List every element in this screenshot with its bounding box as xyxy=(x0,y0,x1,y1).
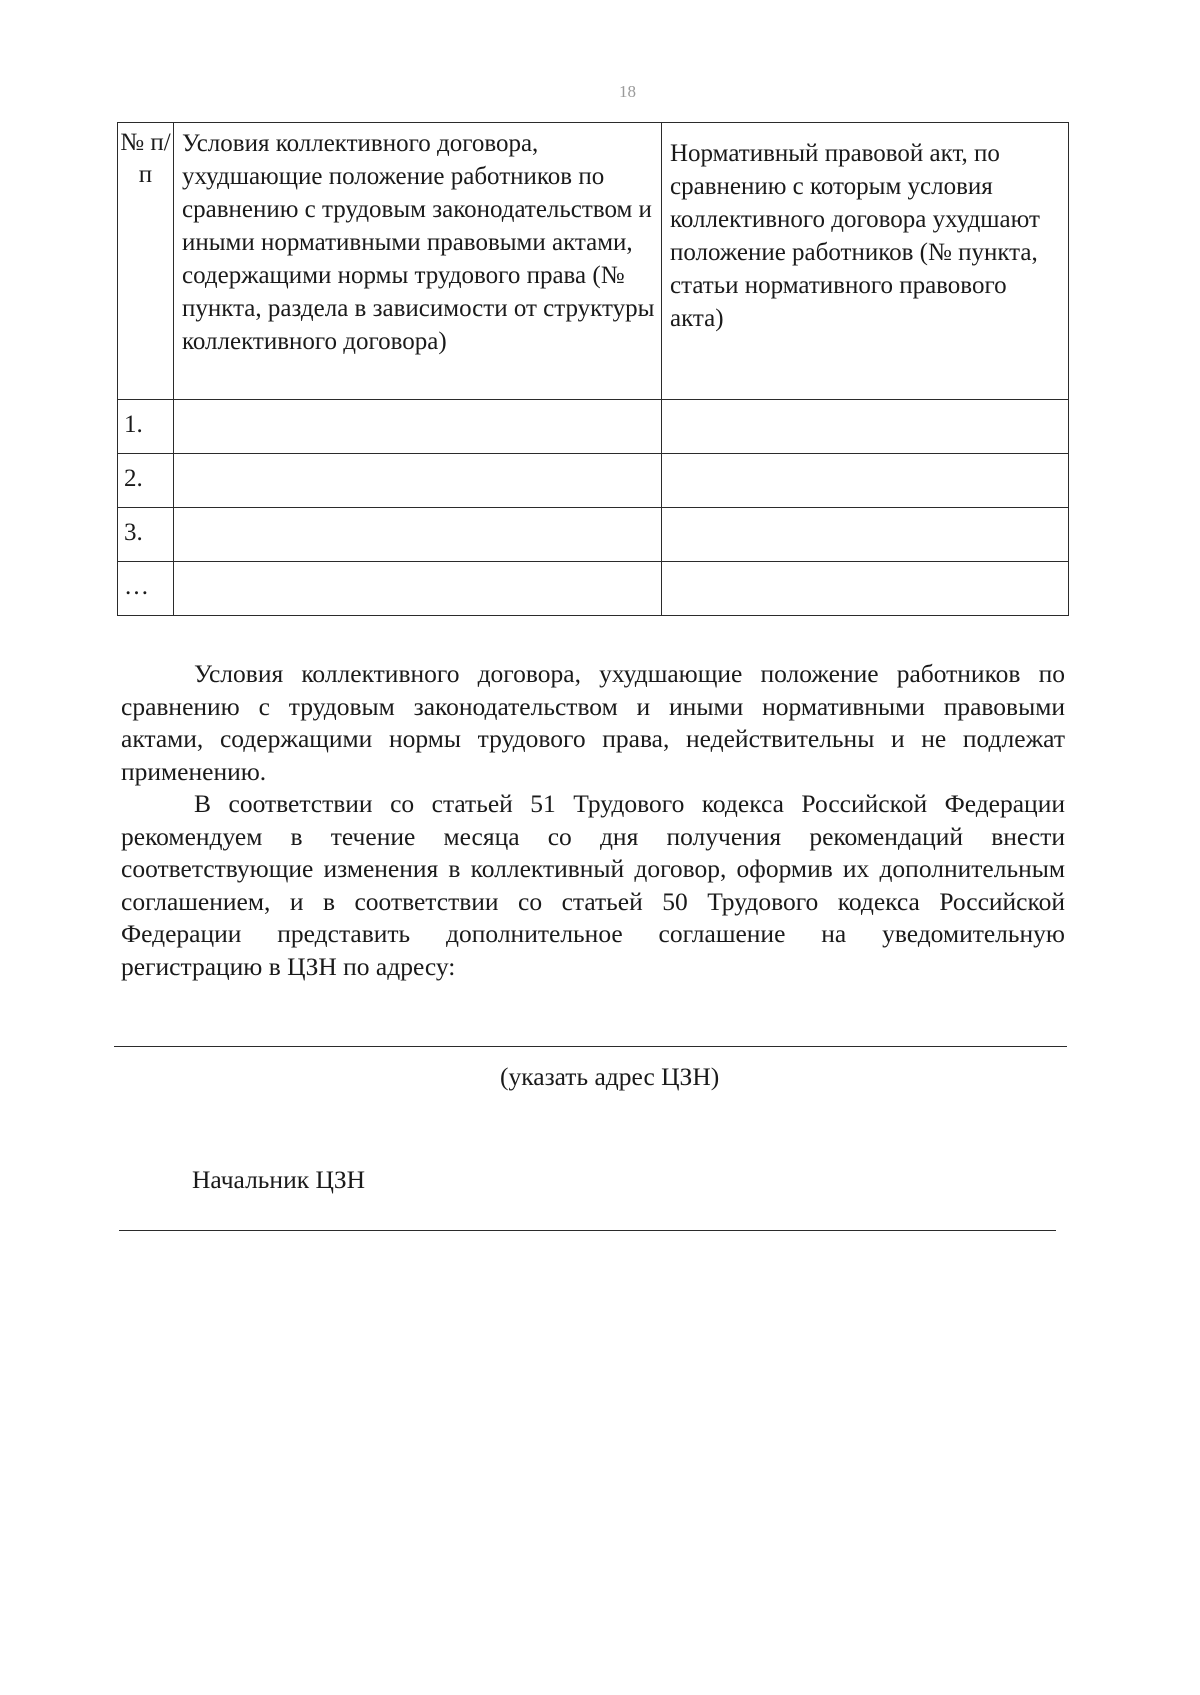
page-number: 18 xyxy=(619,82,636,101)
row-number: 1. xyxy=(118,400,174,454)
body-text xyxy=(121,658,1065,983)
row-number: 2. xyxy=(118,454,174,508)
address-fill-line xyxy=(114,1046,1067,1047)
row-act-cell xyxy=(662,562,1069,616)
row-conditions-cell xyxy=(174,400,662,454)
row-number: … xyxy=(118,562,174,616)
header-legal-act: Нормативный правовой акт, по сравнению с которым условия коллективного договора ухудшают положение работников (№ пункта, статьи нормативного правового акта) xyxy=(662,123,1069,400)
row-act-cell xyxy=(662,454,1069,508)
table-header-row xyxy=(118,123,1069,400)
address-caption: (указать адрес ЦЗН) xyxy=(500,1062,720,1091)
row-act-cell xyxy=(662,508,1069,562)
signature-line xyxy=(119,1230,1056,1231)
table-row xyxy=(118,508,1069,562)
row-conditions-cell xyxy=(174,562,662,616)
table-row xyxy=(118,400,1069,454)
row-conditions-cell xyxy=(174,454,662,508)
paragraph-recommendation: В соответствии со статьей 51 Трудового кодекса Российской Федерации рекомендуем в течение месяца со дня получения рекомендаций внести соответствующие изменения в коллективный договор, оформив их дополнительным соглашением, и в соответствии со статьей 50 Трудового кодекса Российской Федерации представить дополнительное соглашение на уведомительную регистрацию в ЦЗН по адресу: xyxy=(121,789,1065,981)
header-number: № п/п xyxy=(118,123,174,400)
paragraph-invalid-conditions: Условия коллективного договора, ухудшающие положение работников по сравнению с трудовым законодательством и иными нормативными правовыми актами, содержащими нормы трудового права, недействительны и не подлежат применению. xyxy=(121,659,1065,786)
header-conditions: Условия коллективного договора, ухудшающие положение работников по сравнению с трудовым законодательством и иными нормативными правовыми актами, содержащими нормы трудового права (№ пункта, раздела в зависимости от структуры коллективного договора) xyxy=(174,123,662,400)
row-act-cell xyxy=(662,400,1069,454)
row-conditions-cell xyxy=(174,508,662,562)
chief-signature-label: Начальник ЦЗН xyxy=(192,1165,366,1194)
row-number: 3. xyxy=(118,508,174,562)
table-row xyxy=(118,562,1069,616)
table-row xyxy=(118,454,1069,508)
conditions-table xyxy=(117,122,1069,616)
